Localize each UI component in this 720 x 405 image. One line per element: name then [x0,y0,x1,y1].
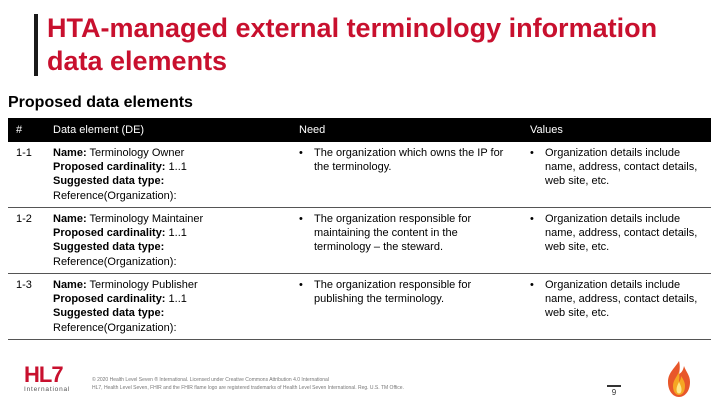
row-id: 1-3 [8,274,45,340]
data-type-value: Reference(Organization): [53,189,177,202]
values-cell [522,142,711,208]
need-cell [291,274,522,340]
need-text: • The organization which owns the IP for the terminology. [299,146,514,174]
values-text: • Organization details include name, address, contact details, web site, etc. [530,212,703,255]
values-cell [522,274,711,340]
need-cell [291,208,522,274]
page-number: 9 [607,385,621,397]
cardinality-value: 1..1 [165,293,187,306]
cardinality-value: 1..1 [165,161,187,174]
table-row [8,142,711,208]
need-text: • The organization responsible for maintaining the content in the terminology – the steward. [299,212,514,255]
trademark-line: HL7, Health Level Seven, FHIR and the FHIR flame logo are registered trademarks of Health Level Seven International. Reg. U.S. TM Office. [92,385,404,391]
copyright-line: © 2020 Health Level Seven ® International. Licensed under Creative Commons Attribution 4.0 International [92,377,329,383]
copyright-notice [92,376,592,392]
cardinality-label: Proposed cardinality: [53,161,166,174]
slide-title: HTA-managed external terminology information data elements [47,13,658,76]
data-type-label: Suggested data type: [53,241,165,254]
hl7-logo-subtitle: International [24,386,71,393]
row-id: 1-1 [8,142,45,208]
need-cell [291,142,522,208]
data-type-label: Suggested data type: [53,307,165,320]
data-element-cell [45,142,291,208]
values-text: • Organization details include name, address, contact details, web site, etc. [530,278,703,321]
name-value: Terminology Maintainer [86,213,204,225]
header-values: Values [522,118,711,142]
name-label: Name: [53,147,87,159]
values-cell [522,208,711,274]
cardinality-value: 1..1 [165,227,187,240]
name-label: Name: [53,213,87,225]
data-elements-table [8,118,711,340]
name-value: Terminology Owner [86,147,185,159]
hl7-logo: HL7 [24,362,63,387]
slide-subtitle: Proposed data elements [8,94,193,111]
table-header-row [8,118,711,142]
data-element-cell [45,274,291,340]
header-number: # [8,118,45,142]
data-type-label: Suggested data type: [53,175,165,188]
need-text: • The organization responsible for publishing the terminology. [299,278,514,306]
header-data-element: Data element (DE) [45,118,291,142]
name-label: Name: [53,279,87,291]
header-need: Need [291,118,522,142]
title-accent-bar [34,14,38,76]
row-id: 1-2 [8,208,45,274]
table-row [8,208,711,274]
fhir-flame-icon [664,360,694,398]
table-row [8,274,711,340]
cardinality-label: Proposed cardinality: [53,227,166,240]
data-element-cell [45,208,291,274]
name-value: Terminology Publisher [86,279,198,291]
data-type-value: Reference(Organization): [53,321,177,334]
data-type-value: Reference(Organization): [53,255,177,268]
values-text: • Organization details include name, address, contact details, web site, etc. [530,146,703,189]
cardinality-label: Proposed cardinality: [53,293,166,306]
